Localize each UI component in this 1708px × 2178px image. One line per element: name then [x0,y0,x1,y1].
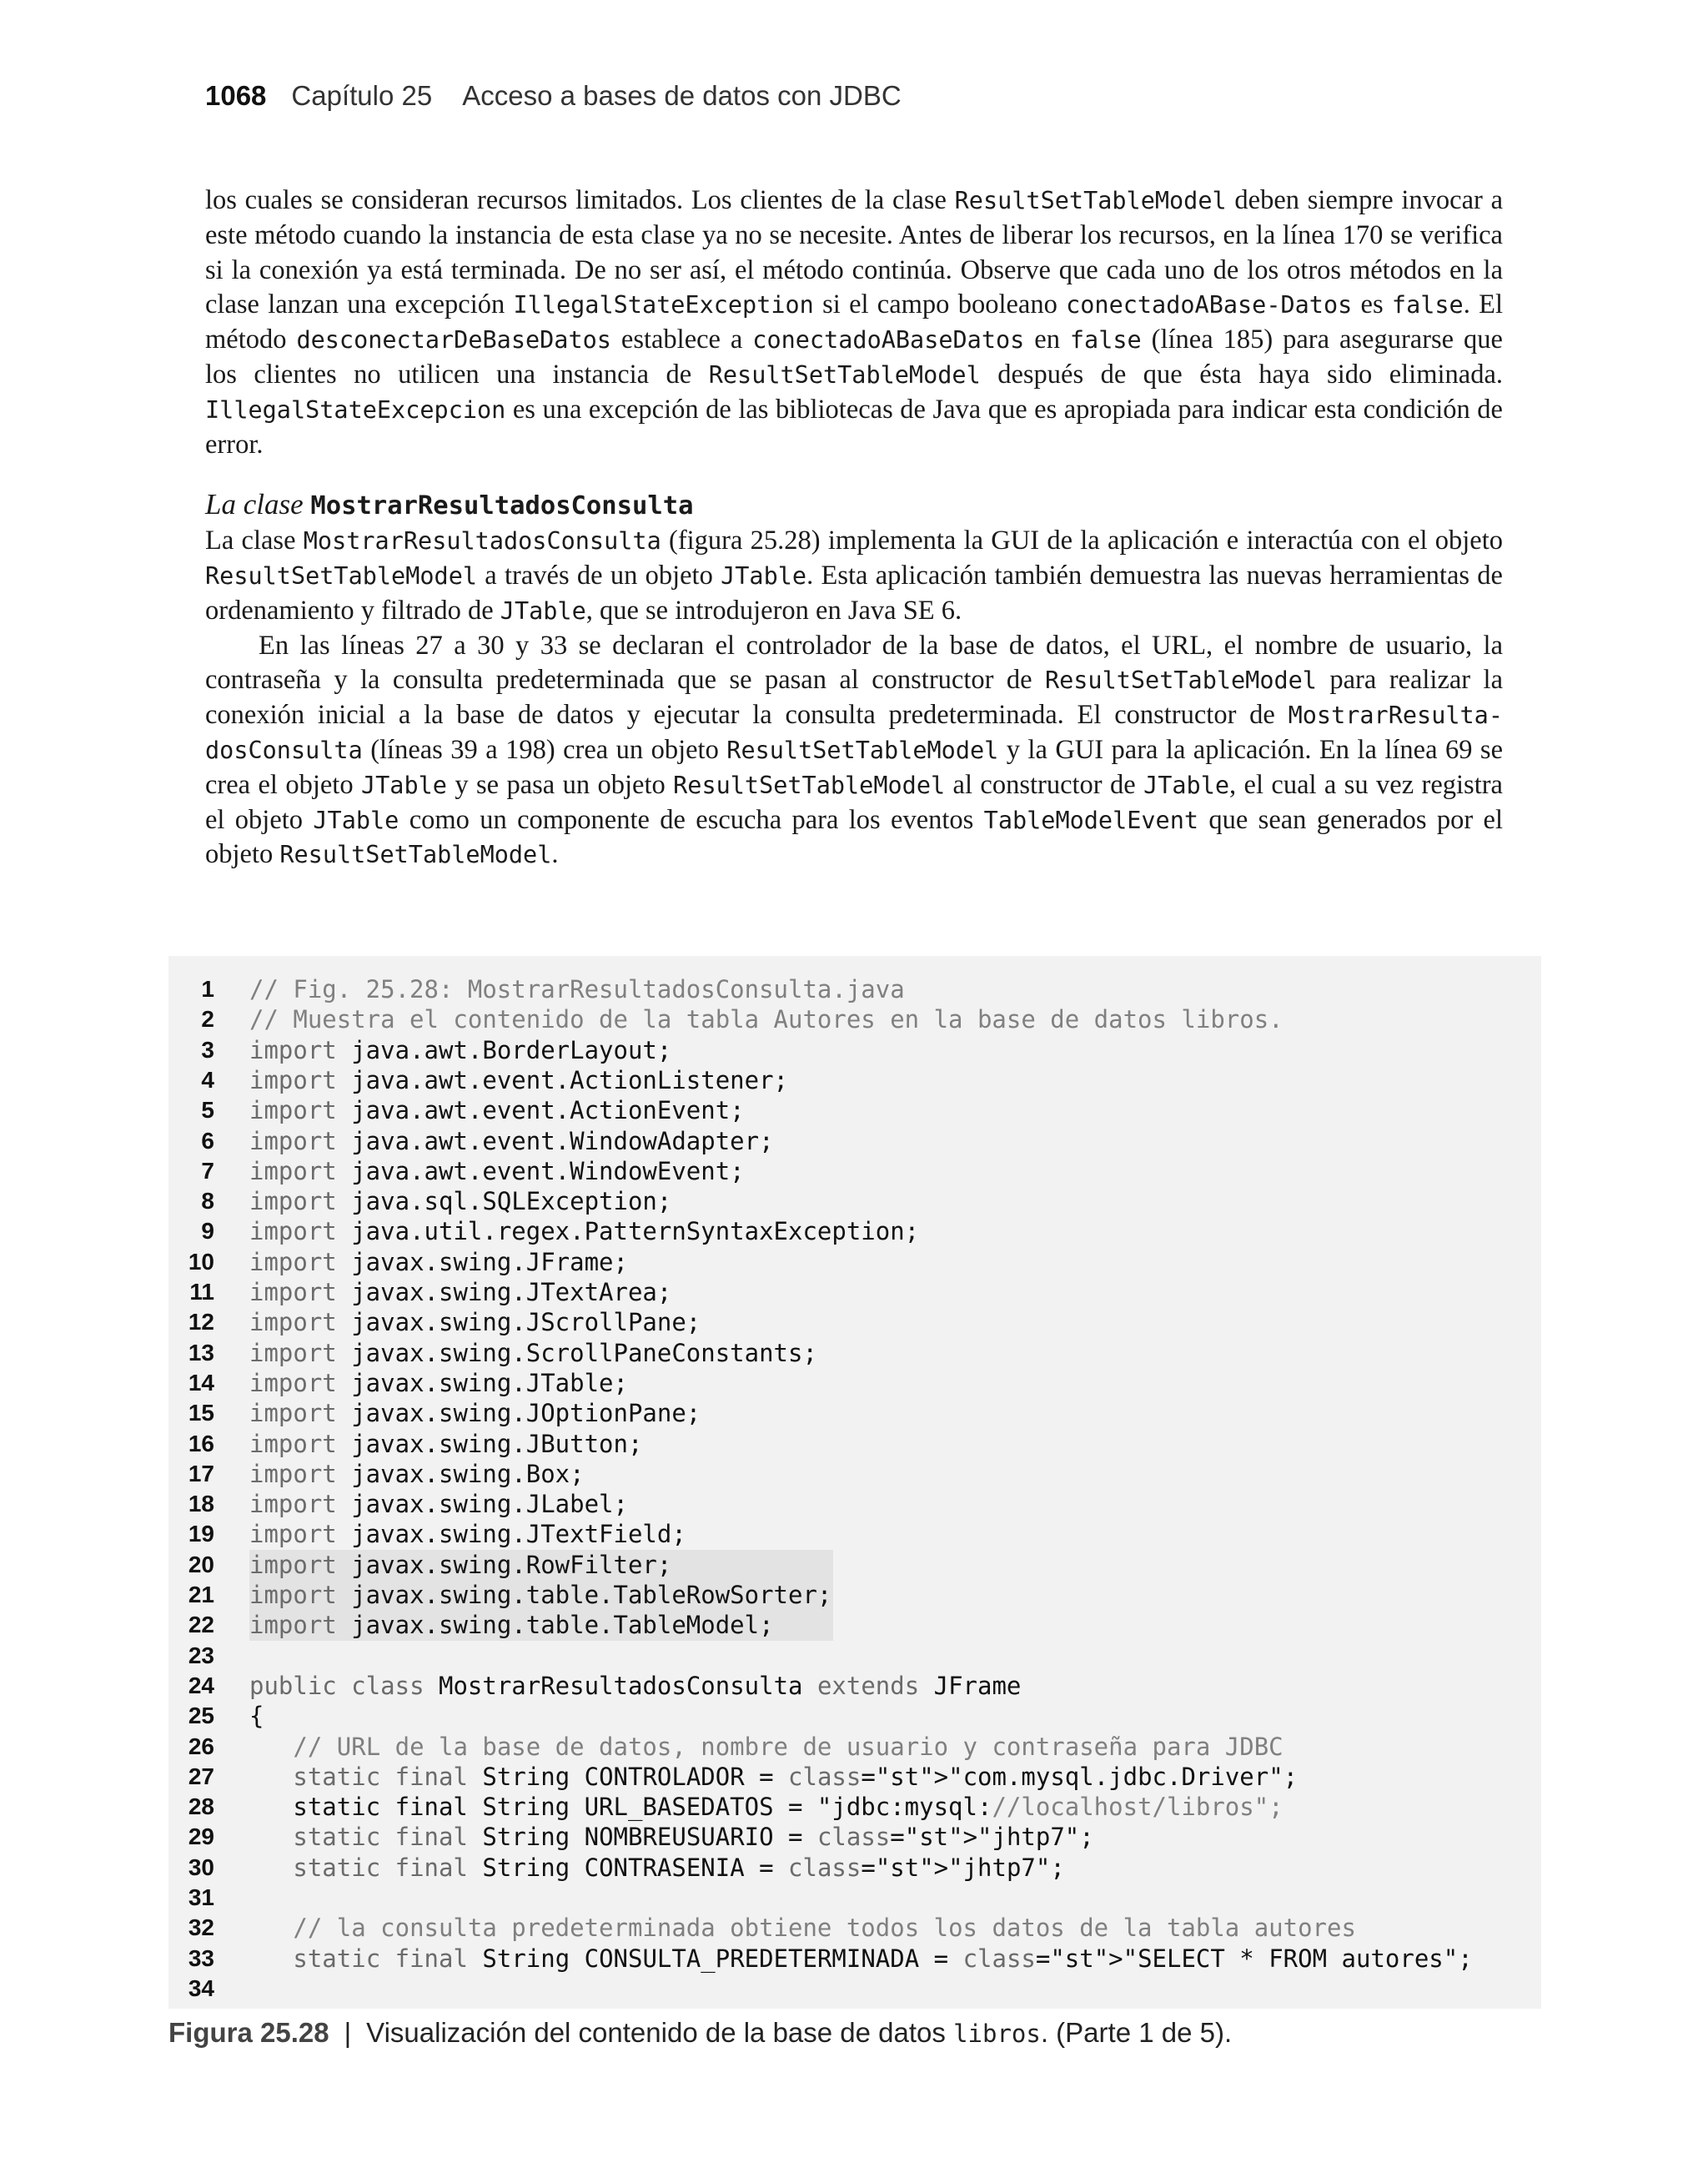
paragraph-1 [205,184,1503,462]
code-line [168,1883,1536,1913]
code-line [168,1944,1536,1974]
inline-code: ResultSetTableModel [205,561,478,590]
code-line [168,1701,1536,1731]
code-text: import javax.swing.JButton; [249,1429,643,1458]
code-line [168,1913,1536,1943]
code-text: // Muestra el contenido de la tabla Autores en la base de datos libros. [249,1005,1284,1034]
figure-label: Figura 25.28 [168,2017,329,2048]
inline-code: JTable [1143,771,1230,799]
code-text: import java.util.regex.PatternSyntaxException; [249,1217,920,1246]
code-line [168,1035,1536,1065]
inline-code: JTable [500,596,586,625]
line-number: 21 [188,1582,214,1607]
code-text: import javax.swing.JTextArea; [249,1278,672,1306]
code-line [168,1186,1536,1216]
inline-code: TableModelEvent [983,806,1199,834]
text-run: para realizar la conexión inicial a la base de datos y ejecutar la consulta predeterminada. El constructor de [205,665,1503,731]
code-text: import javax.swing.JTable; [249,1368,628,1397]
inline-code: ResultSetTableModel [726,736,999,764]
code-line [168,1277,1536,1307]
code-text: static final String CONTRASENIA = class="st">"jhtp7"; [293,1853,1065,1882]
text-run: en [1024,324,1070,355]
caption-text: Visualización del contenido de la base de datos [366,2017,954,2048]
code-line [168,1247,1536,1277]
line-number: 2 [201,1006,214,1033]
inline-code: ResultSetTableModel [954,187,1227,214]
code-line [168,1338,1536,1368]
text-run: y se pasa un objeto [446,769,674,800]
caption-text-end: . (Parte 1 de 5). [1040,2017,1233,2048]
code-text: // URL de la base de datos, nombre de usuario y contraseña para JDBC [293,1732,1284,1761]
code-text: import java.awt.event.WindowAdapter; [249,1126,774,1155]
line-number: 16 [188,1430,214,1456]
code-text: static final String CONTROLADOR = class="st">"com.mysql.jdbc.Driver"; [293,1762,1299,1791]
text-run: es [1352,289,1392,320]
line-number: 6 [201,1127,214,1154]
code-line [168,1610,1536,1640]
line-number: 25 [188,1703,214,1729]
line-number: 17 [188,1460,214,1486]
subheading-code: MostrarResultadosConsulta [310,491,694,521]
code-line [168,1822,1536,1852]
inline-code: false [1391,291,1464,319]
code-text: import javax.swing.JScrollPane; [249,1308,701,1337]
text-run: después de que ésta haya sido eliminada. [980,359,1503,390]
body-text [205,184,1503,873]
line-number: 34 [188,1974,214,2001]
code-line [168,1126,1536,1156]
code-text: static final String NOMBREUSUARIO = class="st">"jhtp7"; [293,1823,1094,1852]
code-line [168,1216,1536,1246]
line-number: 28 [188,1793,214,1820]
line-number: 4 [201,1066,214,1093]
text-run: (líneas 39 a 198) crea un objeto [362,734,727,765]
code-text: // Fig. 25.28: MostrarResultadosConsulta.java [249,975,905,1003]
chapter-title: Acceso a bases de datos con JDBC [462,80,902,111]
code-line [168,1307,1536,1337]
text-run: que sean generados por el objeto [205,804,1503,870]
text-run: . El método [205,289,1503,355]
chapter-label: Capítulo 25 [291,80,433,111]
code-line [168,1519,1536,1549]
line-number: 8 [201,1188,214,1215]
code-text: import javax.swing.JFrame; [249,1247,628,1276]
caption-separator: | [344,2017,352,2048]
text-run: (figura 25.28) implementa la GUI de la aplicación e interactúa con el objeto [661,526,1503,556]
line-number: 7 [201,1157,214,1184]
code-line [168,974,1536,1004]
text-run: deben siempre invocar a este método cuando la instancia de esta clase ya no se necesite. Antes de liberar los recursos, en la línea 170 se verifica si la conexión ya está terminada. De no ser así, el método continúa. Observe que cada uno de los otros métodos en la clase lanzan una excepción [205,185,1503,320]
text-run: (línea 185) para asegurarse que los clientes no utilicen una instancia de [205,324,1503,390]
code-line [168,1398,1536,1428]
text-run: al constructor de [945,769,1144,800]
line-number: 23 [188,1642,214,1668]
inline-code: JTable [360,771,447,799]
code-text: import javax.swing.JLabel; [249,1490,628,1519]
line-number: 11 [189,1279,214,1305]
text-run: como un componente de escucha para los eventos [399,804,984,835]
code-line [168,1641,1536,1671]
code-text: import java.awt.event.WindowEvent; [249,1156,745,1185]
code-text: import java.sql.SQLException; [249,1187,672,1216]
code-text: import javax.swing.RowFilter; [249,1550,672,1579]
section-subheading: La clase MostrarResultadosConsulta [205,488,694,521]
paragraph-2 [205,524,1503,628]
code-line [168,1580,1536,1610]
code-line [168,1792,1536,1822]
inline-code: desconectarDeBaseDatos [296,326,611,355]
line-number: 30 [188,1854,214,1880]
code-text: import java.awt.event.ActionEvent; [249,1096,745,1125]
code-line [168,1004,1536,1034]
line-number: 24 [188,1672,214,1698]
code-line [168,1550,1536,1580]
inline-code: JTable [721,561,807,590]
inline-code: ResultSetTableModel [708,360,981,389]
inline-code: IllegalStateException [513,291,814,319]
text-run: En las líneas 27 a 30 y 33 se declaran el controlador de la base de datos, el URL, el nombre de usuario, la contraseña y la consulta predeterminada que se pasan al constructor de [205,630,1503,696]
figure-caption [168,2017,1232,2049]
line-number: 27 [188,1763,214,1789]
line-number: 33 [188,1944,214,1971]
text-run: . Esta aplicación también demuestra las nuevas herramientas de ordenamiento y filtrado de [205,560,1503,626]
line-number: 9 [201,1218,214,1245]
line-number: 5 [201,1097,214,1124]
code-line [168,1156,1536,1186]
code-text: public class MostrarResultadosConsulta extends JFrame [249,1671,1022,1700]
code-line [168,1853,1536,1883]
inline-code: conectadoABase-Datos [1066,291,1353,319]
inline-code: IllegalStateExcepcion [205,395,506,424]
paragraph-3 [205,629,1503,873]
code-text: import javax.swing.ScrollPaneConstants; [249,1338,817,1367]
line-number: 31 [188,1884,214,1910]
text-run: establece a [610,324,753,355]
line-number: 29 [188,1823,214,1850]
text-run: La clase [205,526,304,556]
code-text: import java.awt.BorderLayout; [249,1035,672,1064]
code-text: { [249,1702,264,1731]
code-text: // la consulta predeterminada obtiene todos los datos de la tabla autores [293,1914,1356,1943]
inline-code: ResultSetTableModel [1044,666,1317,695]
line-number: 22 [188,1612,214,1638]
caption-code: libros [953,2020,1041,2048]
code-line [168,1459,1536,1489]
code-text: import javax.swing.JTextField; [249,1520,686,1549]
line-number: 12 [188,1309,214,1335]
inline-code: MostrarResulta-dosConsulta [205,702,1503,764]
line-number: 10 [188,1248,214,1275]
line-number: 15 [188,1400,214,1426]
code-line [168,1095,1536,1125]
inline-code: false [1069,326,1142,355]
code-line [168,1974,1536,2004]
code-line [168,1065,1536,1095]
line-number: 19 [188,1521,214,1547]
code-line [168,1732,1536,1762]
line-number: 1 [201,976,214,1002]
line-number: 3 [201,1036,214,1063]
inline-code: ResultSetTableModel [673,771,946,799]
text-run: , que se introdujeron en Java SE 6. [585,595,962,626]
running-head [205,80,902,112]
text-run: los cuales se consideran recursos limitados. Los clientes de la clase [205,185,955,215]
code-text: import java.awt.event.ActionListener; [249,1065,789,1094]
code-text: import javax.swing.table.TableModel; [249,1611,774,1640]
inline-code: conectadoABaseDatos [752,326,1025,355]
line-number: 20 [188,1551,214,1577]
line-number: 18 [188,1491,214,1517]
inline-code: JTable [313,806,399,834]
text-run: es una excepción de las bibliotecas de Java que es apropiada para indicar esta condición de error. [205,394,1503,460]
line-number: 32 [188,1914,214,1941]
page-number: 1068 [205,80,267,111]
inline-code: MostrarResultadosConsulta [303,527,661,556]
code-text: import javax.swing.Box; [249,1459,585,1488]
code-line [168,1762,1536,1792]
text-run: . [551,839,559,870]
inline-code: ResultSetTableModel [279,841,552,869]
code-text: static final String URL_BASEDATOS = "jdbc:mysql://localhost/libros"; [249,1793,1284,1822]
code-text: import javax.swing.table.TableRowSorter; [249,1581,832,1609]
code-listing [168,956,1541,2009]
text-run: y la GUI para la aplicación. En la línea 69 se crea el objeto [205,734,1503,800]
code-line [168,1429,1536,1459]
text-run: si el campo booleano [813,289,1067,320]
code-line [168,1368,1536,1398]
code-text: static final String CONSULTA_PREDETERMINADA = class="st">"SELECT * FROM autores"; [293,1944,1473,1973]
code-line [168,1489,1536,1519]
code-line [168,1671,1536,1701]
text-run: , el cual a su vez registra el objeto [205,769,1503,835]
line-number: 26 [188,1733,214,1759]
text-run: a través de un objeto [477,560,721,591]
code-text: import javax.swing.JOptionPane; [249,1399,701,1428]
line-number: 14 [188,1369,214,1396]
line-number: 13 [188,1339,214,1366]
